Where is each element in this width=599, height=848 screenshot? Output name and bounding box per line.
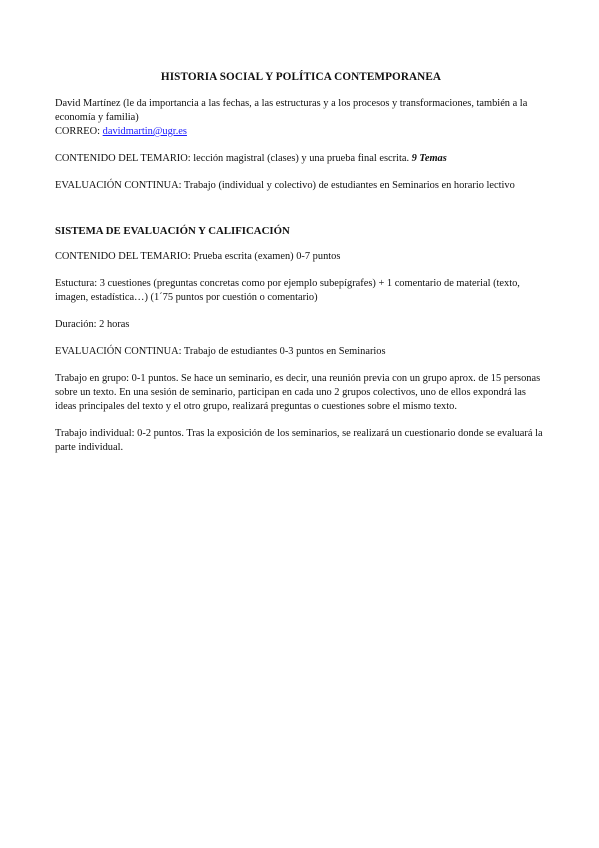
- trabajo-individual-paragraph: Trabajo individual: 0-2 puntos. Tras la exposición de los seminarios, se realizará un cuestionario donde se evaluará la parte individual.: [55, 428, 543, 453]
- temas-count: 9 Temas: [411, 153, 447, 164]
- temario-paragraph: [55, 152, 547, 166]
- contact-line: [55, 125, 547, 139]
- section-heading: SISTEMA DE EVALUACIÓN Y CALIFICACIÓN: [55, 225, 290, 237]
- correo-label: CORREO:: [55, 126, 103, 137]
- author-line: David Martínez (le da importancia a las fechas, a las estructuras y a los procesos y transformaciones, también a la economía y familia): [55, 98, 528, 123]
- temario-exam-paragraph: CONTENIDO DEL TEMARIO: Prueba escrita (examen) 0-7 puntos: [55, 251, 341, 262]
- evaluacion-paragraph: EVALUACIÓN CONTINUA: Trabajo (individual y colectivo) de estudiantes en Seminarios en horario lectivo: [55, 180, 515, 191]
- duracion-paragraph: Duración: 2 horas: [55, 319, 130, 330]
- trabajo-grupo-paragraph: Trabajo en grupo: 0-1 puntos. Se hace un seminario, es decir, una reunión previa con un grupo aprox. de 15 personas sobre un texto. En una sesión de seminario, participan en cada uno 2 grupos colectivos, uno de ellos expondrá las ideas principales del texto y el otro grupo, realizará preguntas o cuestiones sobre el mismo texto.: [55, 373, 541, 412]
- temario-text: CONTENIDO DEL TEMARIO: lección magistral (clases) y una prueba final escrita.: [55, 153, 412, 164]
- estructura-paragraph: Estuctura: 3 cuestiones (preguntas concretas como por ejemplo subepígrafes) + 1 comentario de material (texto, imagen, estadística…) (1´75 puntos por cuestión o comentario): [55, 278, 520, 303]
- evaluacion-seminarios-paragraph: EVALUACIÓN CONTINUA: Trabajo de estudiantes 0-3 puntos en Seminarios: [55, 346, 386, 357]
- document-title: HISTORIA SOCIAL Y POLÍTICA CONTEMPORANEA: [160, 71, 442, 83]
- email-link[interactable]: davidmartin@ugr.es: [102, 126, 187, 137]
